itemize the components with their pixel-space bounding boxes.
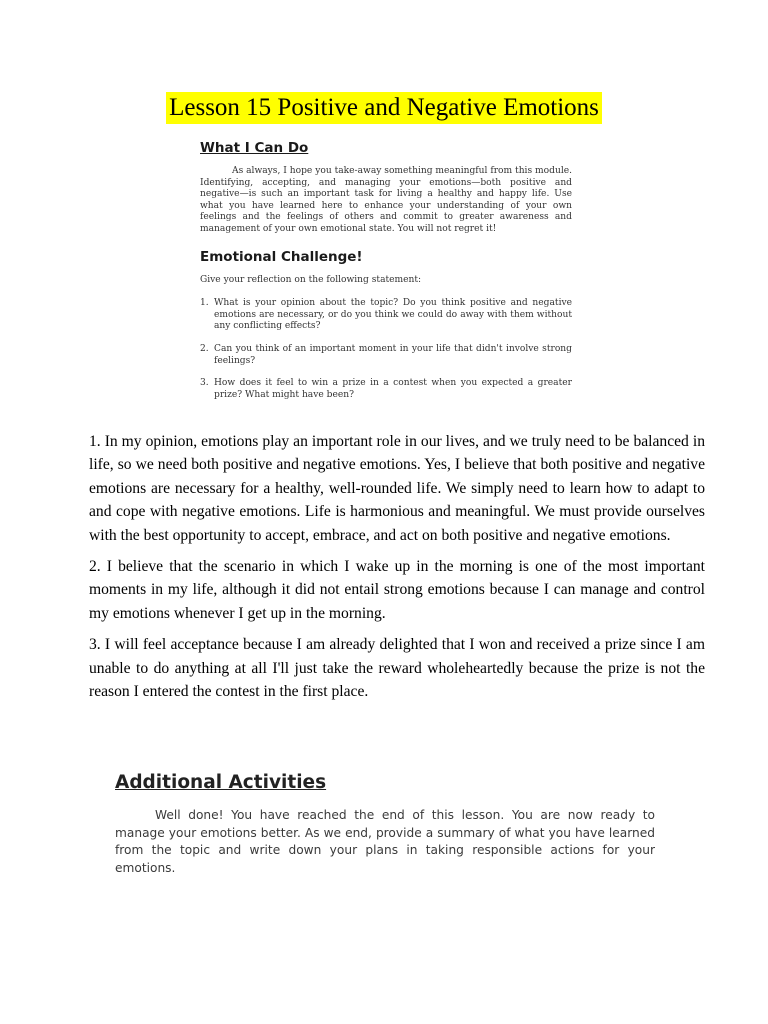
question-item [200, 298, 572, 333]
question-number: 1. [200, 298, 209, 309]
additional-activities-text: Well done! You have reached the end of this lesson. You are now ready to manage your emotions better. As we end, provide a summary of what you have learned from the topic and write down your plans in taking responsible actions for your emotions. [115, 808, 655, 875]
question-item [200, 378, 572, 401]
challenge-instruction: Give your reflection on the following statement: [200, 274, 422, 285]
emotional-challenge-heading: Emotional Challenge! [200, 248, 363, 265]
answer-3: 3. I will feel acceptance because I am already delighted that I won and received a prize since I am unable to do anything at all I'll just take the reward wholeheartedly because the prize is not the reason I entered the contest in the first place. [89, 636, 705, 701]
module-excerpt [200, 140, 572, 412]
question-list [200, 298, 572, 401]
question-text: What is your opinion about the topic? Do you think positive and negative emotions are necessary, or do you think we could do away with them without any conflicting effects? [214, 298, 572, 332]
question-item [200, 344, 572, 367]
answers-section [89, 430, 705, 711]
answer-1: 1. In my opinion, emotions play an important role in our lives, and we truly need to be balanced in life, so we need both positive and negative emotions. Yes, I believe that both positive and negative emotions are necessary for a healthy, well-rounded life. We simply need to learn how to adapt to and cope with negative emotions. Life is harmonious and meaningful. We must provide ourselves with the best opportunity to accept, embrace, and act on both positive and negative emotions. [89, 433, 705, 544]
question-text: Can you think of an important moment in your life that didn't involve strong feelings? [214, 343, 572, 366]
what-i-can-do-heading: What I Can Do [200, 140, 309, 156]
question-number: 2. [200, 343, 209, 354]
question-text: How does it feel to win a prize in a contest when you expected a greater prize? What might have been? [214, 378, 572, 400]
question-number: 3. [200, 378, 209, 389]
additional-activities-heading: Additional Activities [115, 772, 327, 793]
title-wrapper [0, 92, 768, 124]
what-i-can-do-text: As always, I hope you take-away something meaningful from this module. Identifying, accepting, and managing your emotions—both positive and negative—is such an important task for living a healthy and happy life. Use what you have learned here to enhance your understanding of your own feelings and the feelings of others and commit to greater awareness and management of your own emotional state. You will not regret it! [200, 166, 572, 234]
answer-2: 2. I believe that the scenario in which I wake up in the morning is one of the most important moments in my life, although it did not entail strong emotions because I can manage and control my emotions whenever I get up in the morning. [89, 558, 705, 622]
page-title: Lesson 15 Positive and Negative Emotions [166, 92, 602, 124]
additional-activities-section [115, 772, 655, 877]
